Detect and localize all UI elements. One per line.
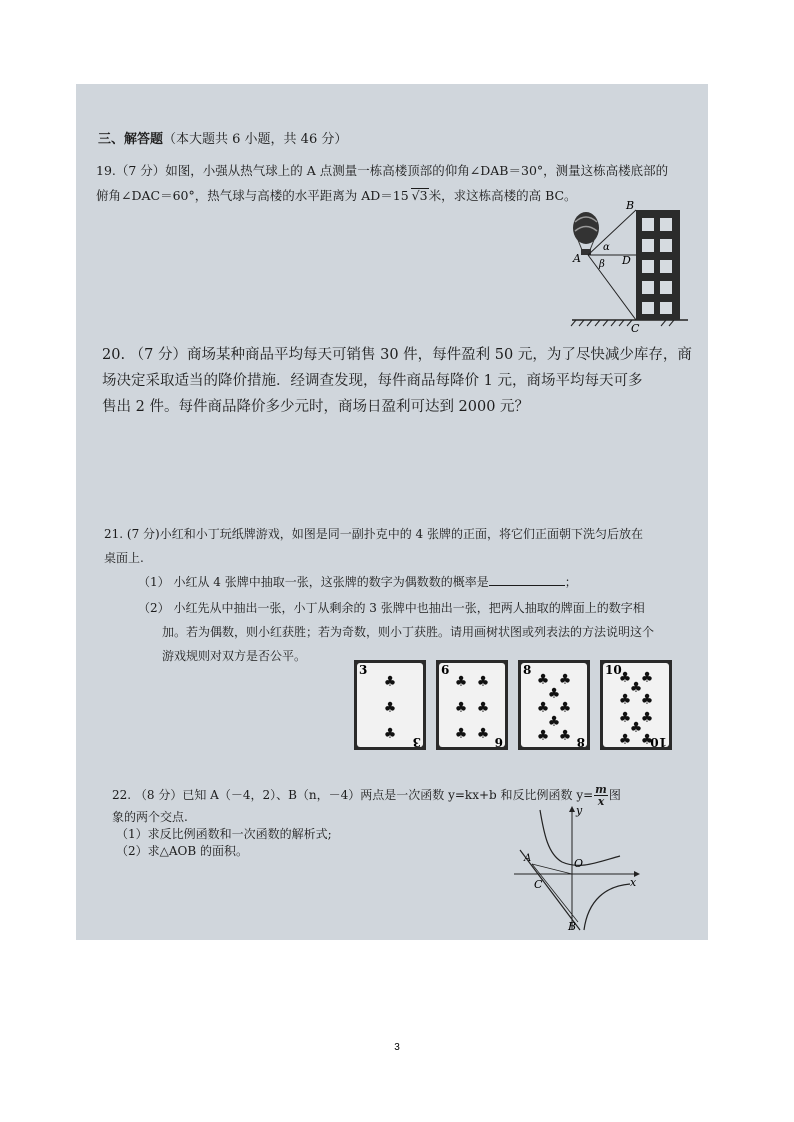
club-pip-icon: ♣ (536, 700, 550, 716)
q21-part-1-end: ； (564, 575, 577, 589)
q22-line-1-text: 22. （8 分）已知 A（－4，2）、B（n，－4）两点是一次函数 y=kx+b 和反比例函数 y= (112, 788, 594, 802)
card-rank-bottom: 10 (650, 735, 667, 749)
club-pip-icon: ♣ (618, 670, 632, 686)
q20-line-3: 售出 2 件。每件商品降价多少元时，商场日盈利可达到 2000 元？ (102, 399, 530, 415)
section-title (98, 128, 347, 147)
club-pip-icon: ♣ (476, 726, 490, 742)
question-20 (102, 342, 692, 420)
axis-label-x: x (630, 876, 637, 889)
q19-line-2-text: 俯角∠DAC＝60°，热气球与高楼的水平距离为 AD＝15 (96, 188, 409, 203)
playing-cards-figure (352, 656, 696, 756)
q22-function-graph (510, 804, 640, 934)
club-pip-icon: ♣ (629, 720, 643, 736)
q21-part-2-line-3: 游戏规则对双方是否公平。 (162, 649, 307, 663)
q19-balloon-building-figure (570, 198, 690, 340)
club-pip-icon: ♣ (547, 686, 561, 702)
club-pip-icon: ♣ (640, 710, 654, 726)
q22-part-1: （1）求反比例函数和一次函数的解析式; (116, 827, 332, 841)
playing-card-10 (600, 660, 672, 750)
q21-part-1-text: （1） 小红从 4 张牌中抽取一张，这张牌的数字为偶数数的概率是 (138, 575, 489, 589)
answer-blank (489, 573, 565, 586)
fraction-numerator: m (595, 783, 607, 796)
club-pip-icon: ♣ (629, 680, 643, 696)
q21-part-2-line-1: （2） 小红先从中抽出一张，小丁从剩余的 3 张牌中也抽出一张，把两人抽取的牌面上的数字相 (138, 601, 645, 615)
card-rank-bottom: 8 (576, 735, 585, 749)
sqrt-argument: 3 (419, 188, 428, 203)
card-rank-bottom: 3 (412, 735, 421, 749)
card-rank-top: 3 (359, 663, 368, 677)
card-rank-bottom: 6 (494, 735, 503, 749)
label-alpha: α (603, 242, 610, 253)
club-pip-icon: ♣ (558, 700, 572, 716)
playing-card-6 (436, 660, 508, 750)
label-beta: β (599, 259, 605, 270)
playing-card-3 (354, 660, 426, 750)
club-pip-icon: ♣ (536, 728, 550, 744)
q20-line-1: 20. （7 分）商场某种商品平均每天可销售 30 件，每件盈利 50 元，为了尽快减少库存，商 (102, 347, 692, 363)
club-pip-icon: ♣ (558, 672, 572, 688)
club-pip-icon: ♣ (640, 692, 654, 708)
question-21 (104, 522, 643, 570)
club-pip-icon: ♣ (618, 692, 632, 708)
section-title-note: （本大题共 6 小题，共 46 分） (163, 132, 348, 147)
point-c-label: C (534, 878, 543, 891)
club-pip-icon: ♣ (383, 700, 397, 716)
card-rank-top: 8 (523, 663, 532, 677)
club-pip-icon: ♣ (618, 732, 632, 748)
photographed-exam-page (76, 84, 708, 940)
playing-card-8 (518, 660, 590, 750)
q21-part-2-line-2: 加。若为偶数，则小红获胜；若为奇数，则小丁获胜。请用画树状图或列表法的方法说明这个 (162, 625, 655, 639)
q21-line-1: 21. (7 分)小红和小丁玩纸牌游戏，如图是同一副扑克中的 4 张牌的正面，将它们正面朝下洗匀后放在 (104, 527, 643, 541)
label-d: D (622, 254, 631, 267)
club-pip-icon: ♣ (640, 670, 654, 686)
club-pip-icon: ♣ (618, 710, 632, 726)
q21-line-2: 桌面上. (104, 551, 144, 565)
q19-line-1: 19.（7 分）如图，小强从热气球上的 A 点测量一栋高楼顶部的仰角∠DAB＝30°，测量这栋高楼底部的 (96, 163, 669, 178)
axis-label-y: y (576, 804, 583, 817)
q20-line-2: 场决定采取适当的降价措施．经调查发现，每件商品每降价 1 元，商场平均每天可多 (102, 373, 643, 389)
origin-label: O (574, 857, 584, 870)
q22-part-2: （2）求△AOB 的面积。 (116, 844, 249, 858)
card-rank-top: 10 (605, 663, 622, 677)
section-title-main: 三、解答题 (98, 132, 164, 147)
q22-line-2: 象的两个交点. (112, 810, 188, 824)
point-a-label: A (524, 853, 532, 864)
club-pip-icon: ♣ (558, 728, 572, 744)
label-a: A (573, 252, 581, 265)
label-b: B (626, 199, 635, 212)
club-pip-icon: ♣ (454, 674, 468, 690)
q22-line-1-end: 图 (608, 788, 621, 802)
club-pip-icon: ♣ (547, 714, 561, 730)
label-c: C (631, 322, 640, 335)
club-pip-icon: ♣ (454, 700, 468, 716)
point-b-label: B (568, 920, 577, 933)
club-pip-icon: ♣ (640, 732, 654, 748)
club-pip-icon: ♣ (383, 674, 397, 690)
q21-part-1 (138, 570, 577, 594)
club-pip-icon: ♣ (454, 726, 468, 742)
q19-line-2-end: 米，求这栋高楼的高 BC。 (428, 188, 577, 203)
sqrt-symbol: √3 (411, 188, 428, 203)
club-pip-icon: ♣ (476, 674, 490, 690)
card-rank-top: 6 (441, 663, 450, 677)
club-pip-icon: ♣ (383, 726, 397, 742)
fraction-denominator: x (597, 795, 605, 808)
club-pip-icon: ♣ (536, 672, 550, 688)
page-number: 3 (394, 1042, 400, 1053)
club-pip-icon: ♣ (476, 700, 490, 716)
